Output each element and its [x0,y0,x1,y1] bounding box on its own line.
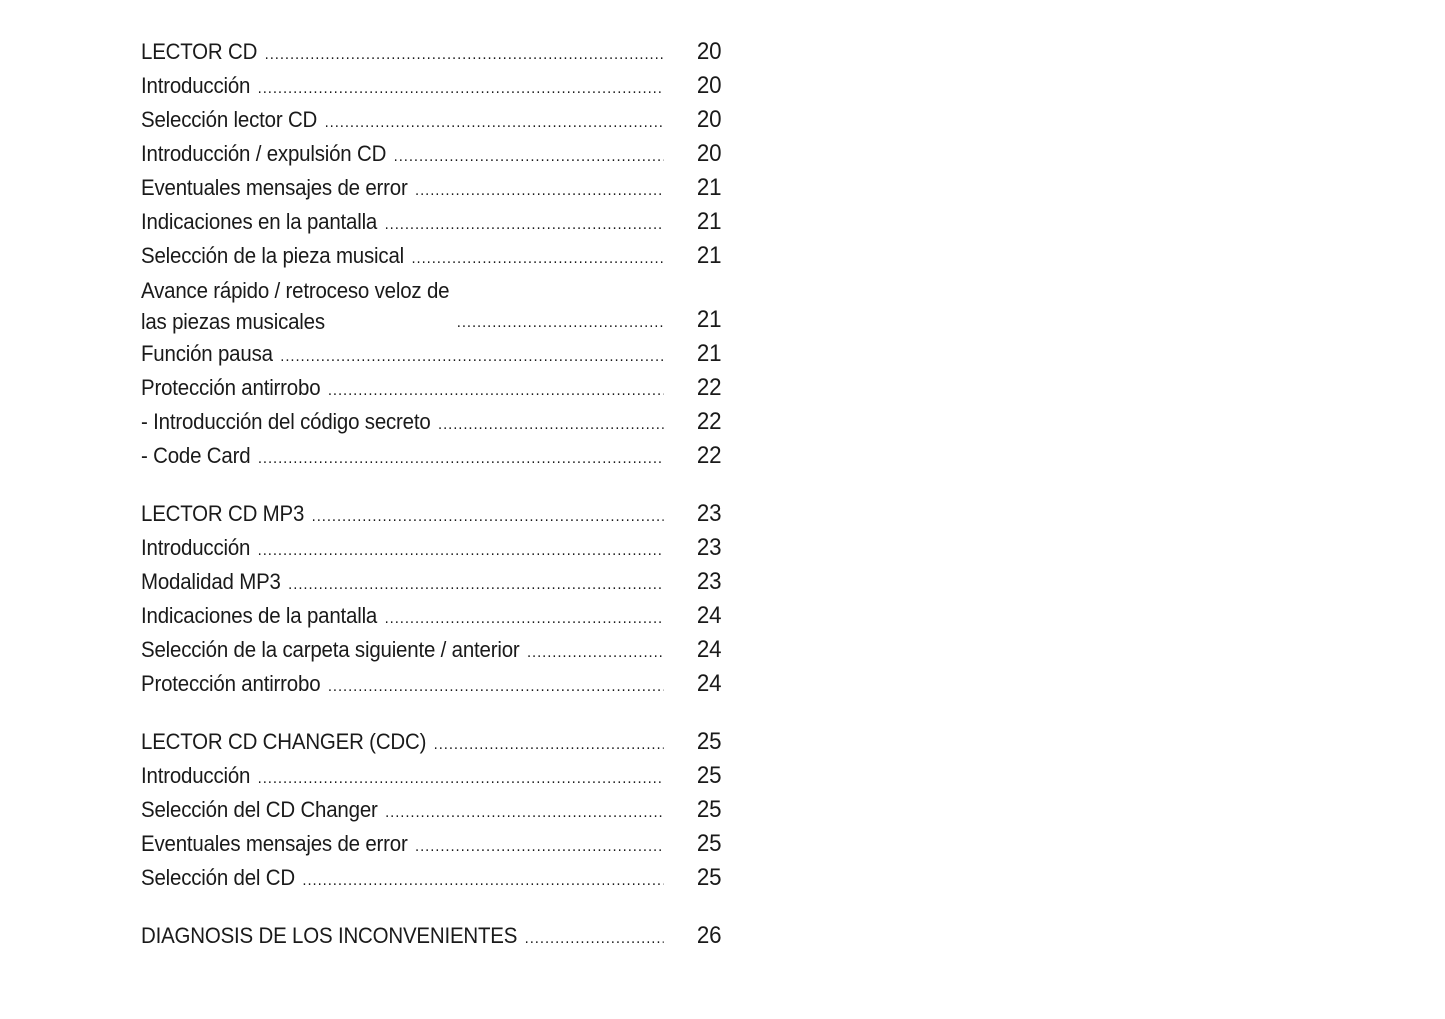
toc-entry[interactable] [141,497,721,531]
dot-leader [525,925,664,953]
toc-entry-title: Introducción [141,763,251,788]
toc-entry[interactable] [141,793,721,827]
toc-entry[interactable] [141,827,721,861]
toc-entry[interactable] [141,371,721,405]
toc-entry-page: 25 [696,796,722,823]
toc-entry-page: 20 [696,72,722,99]
toc-entry-page: 23 [696,568,722,595]
toc-entry-title [141,275,449,337]
dot-leader [438,411,664,439]
dot-leader [258,75,664,103]
toc-entry-title-line1: Avance rápido / retroceso veloz de [141,278,450,303]
dot-leader [280,343,663,371]
toc-entry[interactable] [141,137,721,171]
dot-leader [434,731,664,759]
toc-entry-page: 23 [696,534,722,561]
toc-entry[interactable] [141,633,721,667]
toc-entry[interactable] [141,205,721,239]
toc-entry-page: 21 [696,208,722,235]
toc-entry[interactable] [141,565,721,599]
toc-entry-title: Selección de la pieza musical [141,243,405,268]
toc-entry[interactable] [141,919,721,953]
dot-leader [385,799,664,827]
toc-entry-title: Introducción / expulsión CD [141,141,387,166]
dot-leader [265,41,664,69]
dot-leader [328,377,664,405]
toc-entry-title: Introducción [141,535,251,560]
toc-entry-title: DIAGNOSIS DE LOS INCONVENIENTES [141,923,518,948]
dot-leader [411,245,663,273]
toc-entry-page: 22 [696,374,722,401]
dot-leader [527,639,664,667]
toc-entry-title: Indicaciones en la pantalla [141,209,378,234]
toc-entry-page: 22 [696,408,722,435]
toc-entry-title: Introducción [141,73,251,98]
dot-leader [385,605,664,633]
toc-entry-title: Protección antirrobo [141,671,321,696]
dot-leader [258,765,664,793]
toc-entry[interactable] [141,171,721,205]
toc-entry-title: - Introducción del código secreto [141,409,431,434]
toc-entry-title-line2: las piezas musicales [141,309,325,334]
toc-entry-page: 20 [696,38,722,65]
toc-entry-title: Selección de la carpeta siguiente / anterior [141,637,520,662]
toc-entry-page: 21 [696,242,722,269]
dot-leader [302,867,663,895]
dot-leader [288,571,663,599]
toc-entry-page: 25 [696,728,722,755]
toc-entry[interactable] [141,725,721,759]
dot-leader [325,109,664,137]
toc-section-lector-cd [141,35,721,473]
toc-entry[interactable] [141,861,721,895]
toc-entry-page: 23 [696,500,722,527]
toc-entry-title: Selección lector CD [141,107,318,132]
toc-entry[interactable] [141,599,721,633]
toc-entry[interactable] [141,337,721,371]
toc-entry-page: 25 [696,864,722,891]
toc-entry-title: Protección antirrobo [141,375,321,400]
toc-entry-page: 21 [696,340,722,367]
toc-entry[interactable] [141,759,721,793]
dot-leader [312,503,664,531]
toc-entry-page: 24 [696,670,722,697]
toc-entry-page: 20 [696,106,722,133]
toc-entry[interactable] [141,439,721,473]
toc-entry[interactable] [141,103,721,137]
dot-leader [394,143,664,171]
toc-entry-title: Función pausa [141,341,273,366]
toc-entry-page: 25 [696,830,722,857]
toc-section-cd-changer [141,725,721,895]
toc-entry-title: LECTOR CD MP3 [141,501,305,526]
dot-leader [385,211,664,239]
toc-entry-page: 21 [696,174,722,201]
toc-entry-page: 24 [696,636,722,663]
toc-entry-title: LECTOR CD [141,39,258,64]
toc-entry-title: Eventuales mensajes de error [141,831,408,856]
toc-entry-title: Selección del CD Changer [141,797,378,822]
toc-entry[interactable] [141,531,721,565]
toc-entry[interactable] [141,69,721,103]
toc-entry[interactable] [141,405,721,439]
dot-leader [415,177,664,205]
dot-leader [328,673,664,701]
toc-entry-title: - Code Card [141,443,251,468]
toc-entry-title: Eventuales mensajes de error [141,175,408,200]
toc-entry[interactable] [141,35,721,69]
toc-section-diagnosis [141,919,721,953]
toc-entry-title: LECTOR CD CHANGER (CDC) [141,729,427,754]
toc-entry-page: 20 [696,140,722,167]
toc-entry[interactable] [141,667,721,701]
dot-leader [258,537,664,565]
toc-entry-title: Indicaciones de la pantalla [141,603,378,628]
toc-entry-page: 26 [696,922,722,949]
dot-leader [415,833,664,861]
toc-entry[interactable] [141,273,721,337]
toc-entry-page: 21 [696,306,722,333]
toc-entry-page: 25 [696,762,722,789]
toc-section-lector-cd-mp3 [141,497,721,701]
table-of-contents [141,35,721,953]
toc-entry-title: Modalidad MP3 [141,569,281,594]
toc-entry-page: 24 [696,602,722,629]
toc-entry-page: 22 [696,442,722,469]
toc-entry-title: Selección del CD [141,865,295,890]
dot-leader [258,445,664,473]
dot-leader [457,309,664,337]
toc-entry[interactable] [141,239,721,273]
